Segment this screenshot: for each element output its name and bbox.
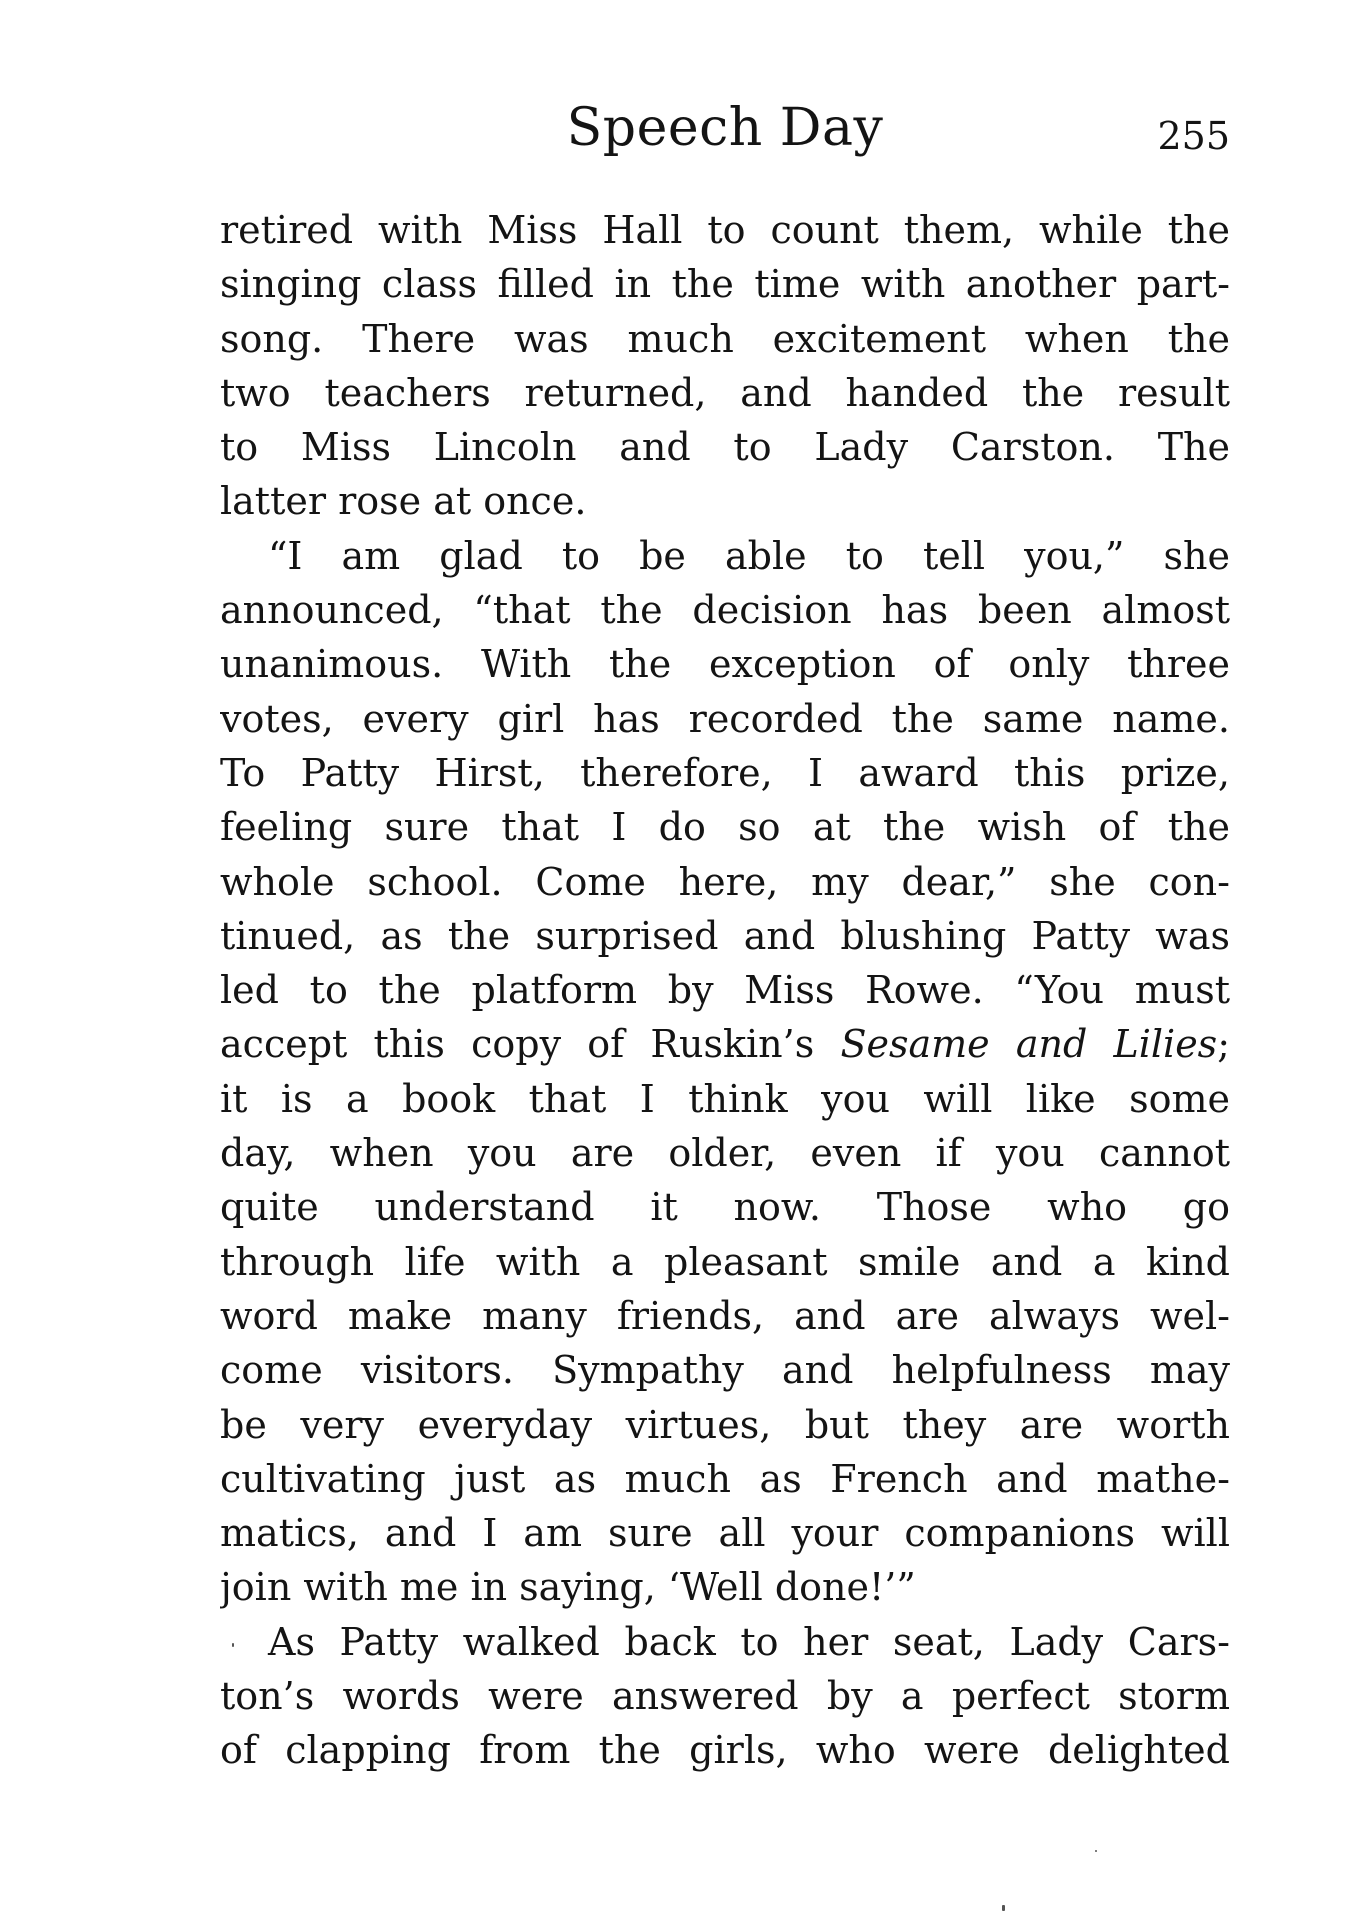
text-line: led to the platform by Miss Rowe. “You must [220, 968, 1230, 1013]
text-line: cultivating just as much as French and mathe- [220, 1456, 1230, 1501]
text-line: of clapping from the girls, who were delighted [220, 1728, 1230, 1773]
text-line: “I am glad to be able to tell you,” she [268, 533, 1230, 578]
text-line: retired with Miss Hall to count them, while the [220, 208, 1230, 252]
running-title: Speech Day [566, 98, 884, 158]
text-line: To Patty Hirst, therefore, I award this prize, [220, 750, 1230, 795]
text-line: accept this copy of Ruskin’s Sesame and Lilies; [220, 1022, 1230, 1067]
text-line: to Miss Lincoln and to Lady Carston. The [220, 425, 1230, 470]
text-line: two teachers returned, and handed the result [220, 370, 1230, 415]
text-line: whole school. Come here, my dear,” she con- [220, 859, 1230, 904]
text-line: ton’s words were answered by a perfect storm [220, 1674, 1230, 1719]
scan-speck [232, 1643, 234, 1647]
running-head [220, 98, 1230, 168]
text-line: matics, and I am sure all your companions will [220, 1511, 1230, 1556]
text-line: feeling sure that I do so at the wish of the [220, 805, 1230, 850]
scan-speck [1095, 1850, 1097, 1852]
text-line: tinued, as the surprised and blushing Patty was [220, 913, 1230, 958]
text-line: through life with a pleasant smile and a kind [220, 1239, 1230, 1284]
text-line: votes, every girl has recorded the same name. [220, 696, 1230, 741]
text-line: quite understand it now. Those who go [220, 1185, 1230, 1230]
text-line: announced, “that the decision has been almost [220, 588, 1230, 633]
text-line: latter rose at once. [220, 479, 587, 524]
text-line: As Patty walked back to her seat, Lady Cars- [268, 1619, 1230, 1664]
text-line: word make many friends, and are always wel- [220, 1293, 1230, 1338]
page-number: 255 [1157, 114, 1230, 158]
text-line: join with me in saying, ‘Well done!’” [220, 1565, 916, 1610]
text-line: song. There was much excitement when the [220, 316, 1230, 361]
text-line: be very everyday virtues, but they are worth [220, 1402, 1230, 1447]
text-line: unanimous. With the exception of only three [220, 642, 1230, 687]
scan-speck [1002, 1905, 1005, 1911]
text-line: singing class filled in the time with another part- [220, 262, 1230, 307]
book-title-italic: Sesame and Lilies [840, 1022, 1218, 1067]
body-text [220, 203, 1230, 1778]
text-line: day, when you are older, even if you cannot [220, 1131, 1230, 1176]
text-line: it is a book that I think you will like some [220, 1076, 1230, 1121]
text-line: come visitors. Sympathy and helpfulness may [220, 1348, 1230, 1393]
